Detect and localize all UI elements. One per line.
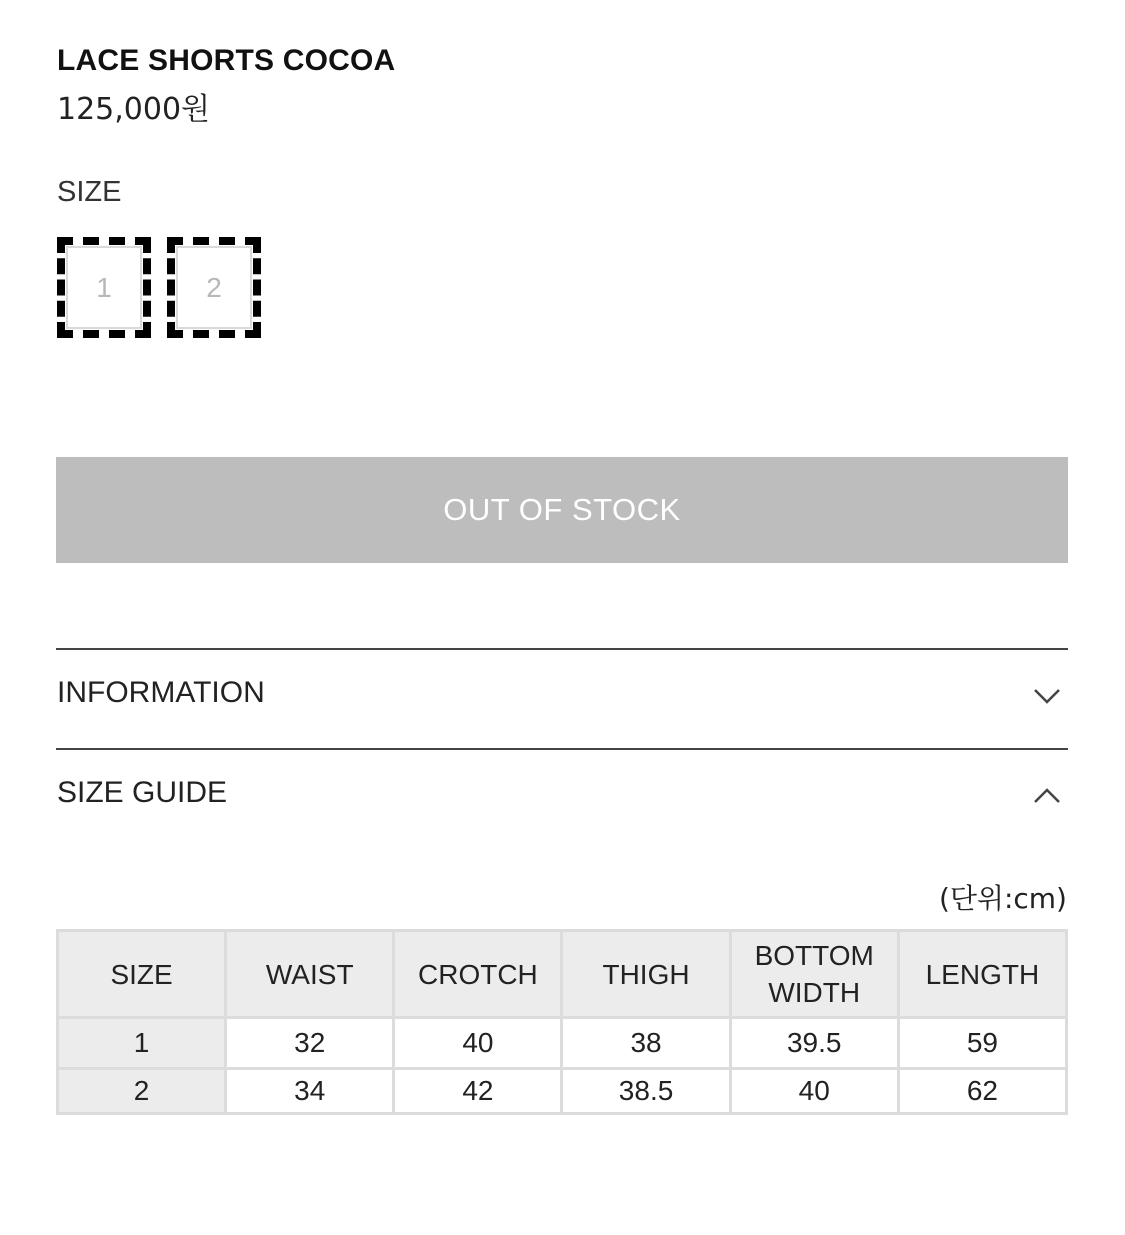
size-guide-accordion[interactable]: [56, 751, 1068, 841]
column-header-size: SIZE: [58, 931, 226, 1018]
divider: [56, 648, 1068, 650]
table-row: [58, 1018, 1067, 1069]
column-header-bottom-width-line1: BOTTOM: [754, 940, 874, 971]
table-cell: 32: [226, 1018, 394, 1069]
product-price: 125,000원: [57, 92, 211, 127]
table-cell: 40: [730, 1069, 898, 1114]
size-option-label: 1: [66, 246, 142, 329]
column-header-thigh: THIGH: [562, 931, 730, 1018]
product-title: LACE SHORTS COCOA: [57, 44, 396, 77]
column-header-bottom-width-line2: WIDTH: [768, 977, 861, 1008]
column-header-length: LENGTH: [898, 931, 1066, 1018]
divider: [56, 748, 1068, 750]
table-cell-size: 1: [58, 1018, 226, 1069]
out-of-stock-button[interactable]: OUT OF STOCK: [56, 457, 1068, 563]
column-header-crotch: CROTCH: [394, 931, 562, 1018]
information-accordion[interactable]: [56, 651, 1068, 741]
table-cell: 38: [562, 1018, 730, 1069]
table-cell-size: 2: [58, 1069, 226, 1114]
size-option-label: 2: [176, 246, 252, 329]
size-label: SIZE: [57, 176, 122, 208]
size-options: [57, 237, 267, 338]
size-guide-table: [56, 929, 1068, 1115]
table-cell: 34: [226, 1069, 394, 1114]
information-title: INFORMATION: [57, 676, 265, 709]
size-guide-title: SIZE GUIDE: [57, 776, 228, 809]
chevron-up-icon: [1032, 781, 1062, 811]
table-cell: 59: [898, 1018, 1066, 1069]
size-option-2[interactable]: [167, 237, 261, 338]
table-cell: 42: [394, 1069, 562, 1114]
chevron-down-icon: [1032, 681, 1062, 711]
table-cell: 62: [898, 1069, 1066, 1114]
table-cell: 39.5: [730, 1018, 898, 1069]
size-option-1[interactable]: [57, 237, 151, 338]
unit-label: (단위:cm): [938, 882, 1067, 915]
column-header-waist: WAIST: [226, 931, 394, 1018]
table-cell: 40: [394, 1018, 562, 1069]
column-header-bottom-width: [730, 931, 898, 1018]
table-row: [58, 1069, 1067, 1114]
table-header-row: [58, 931, 1067, 1018]
table-cell: 38.5: [562, 1069, 730, 1114]
